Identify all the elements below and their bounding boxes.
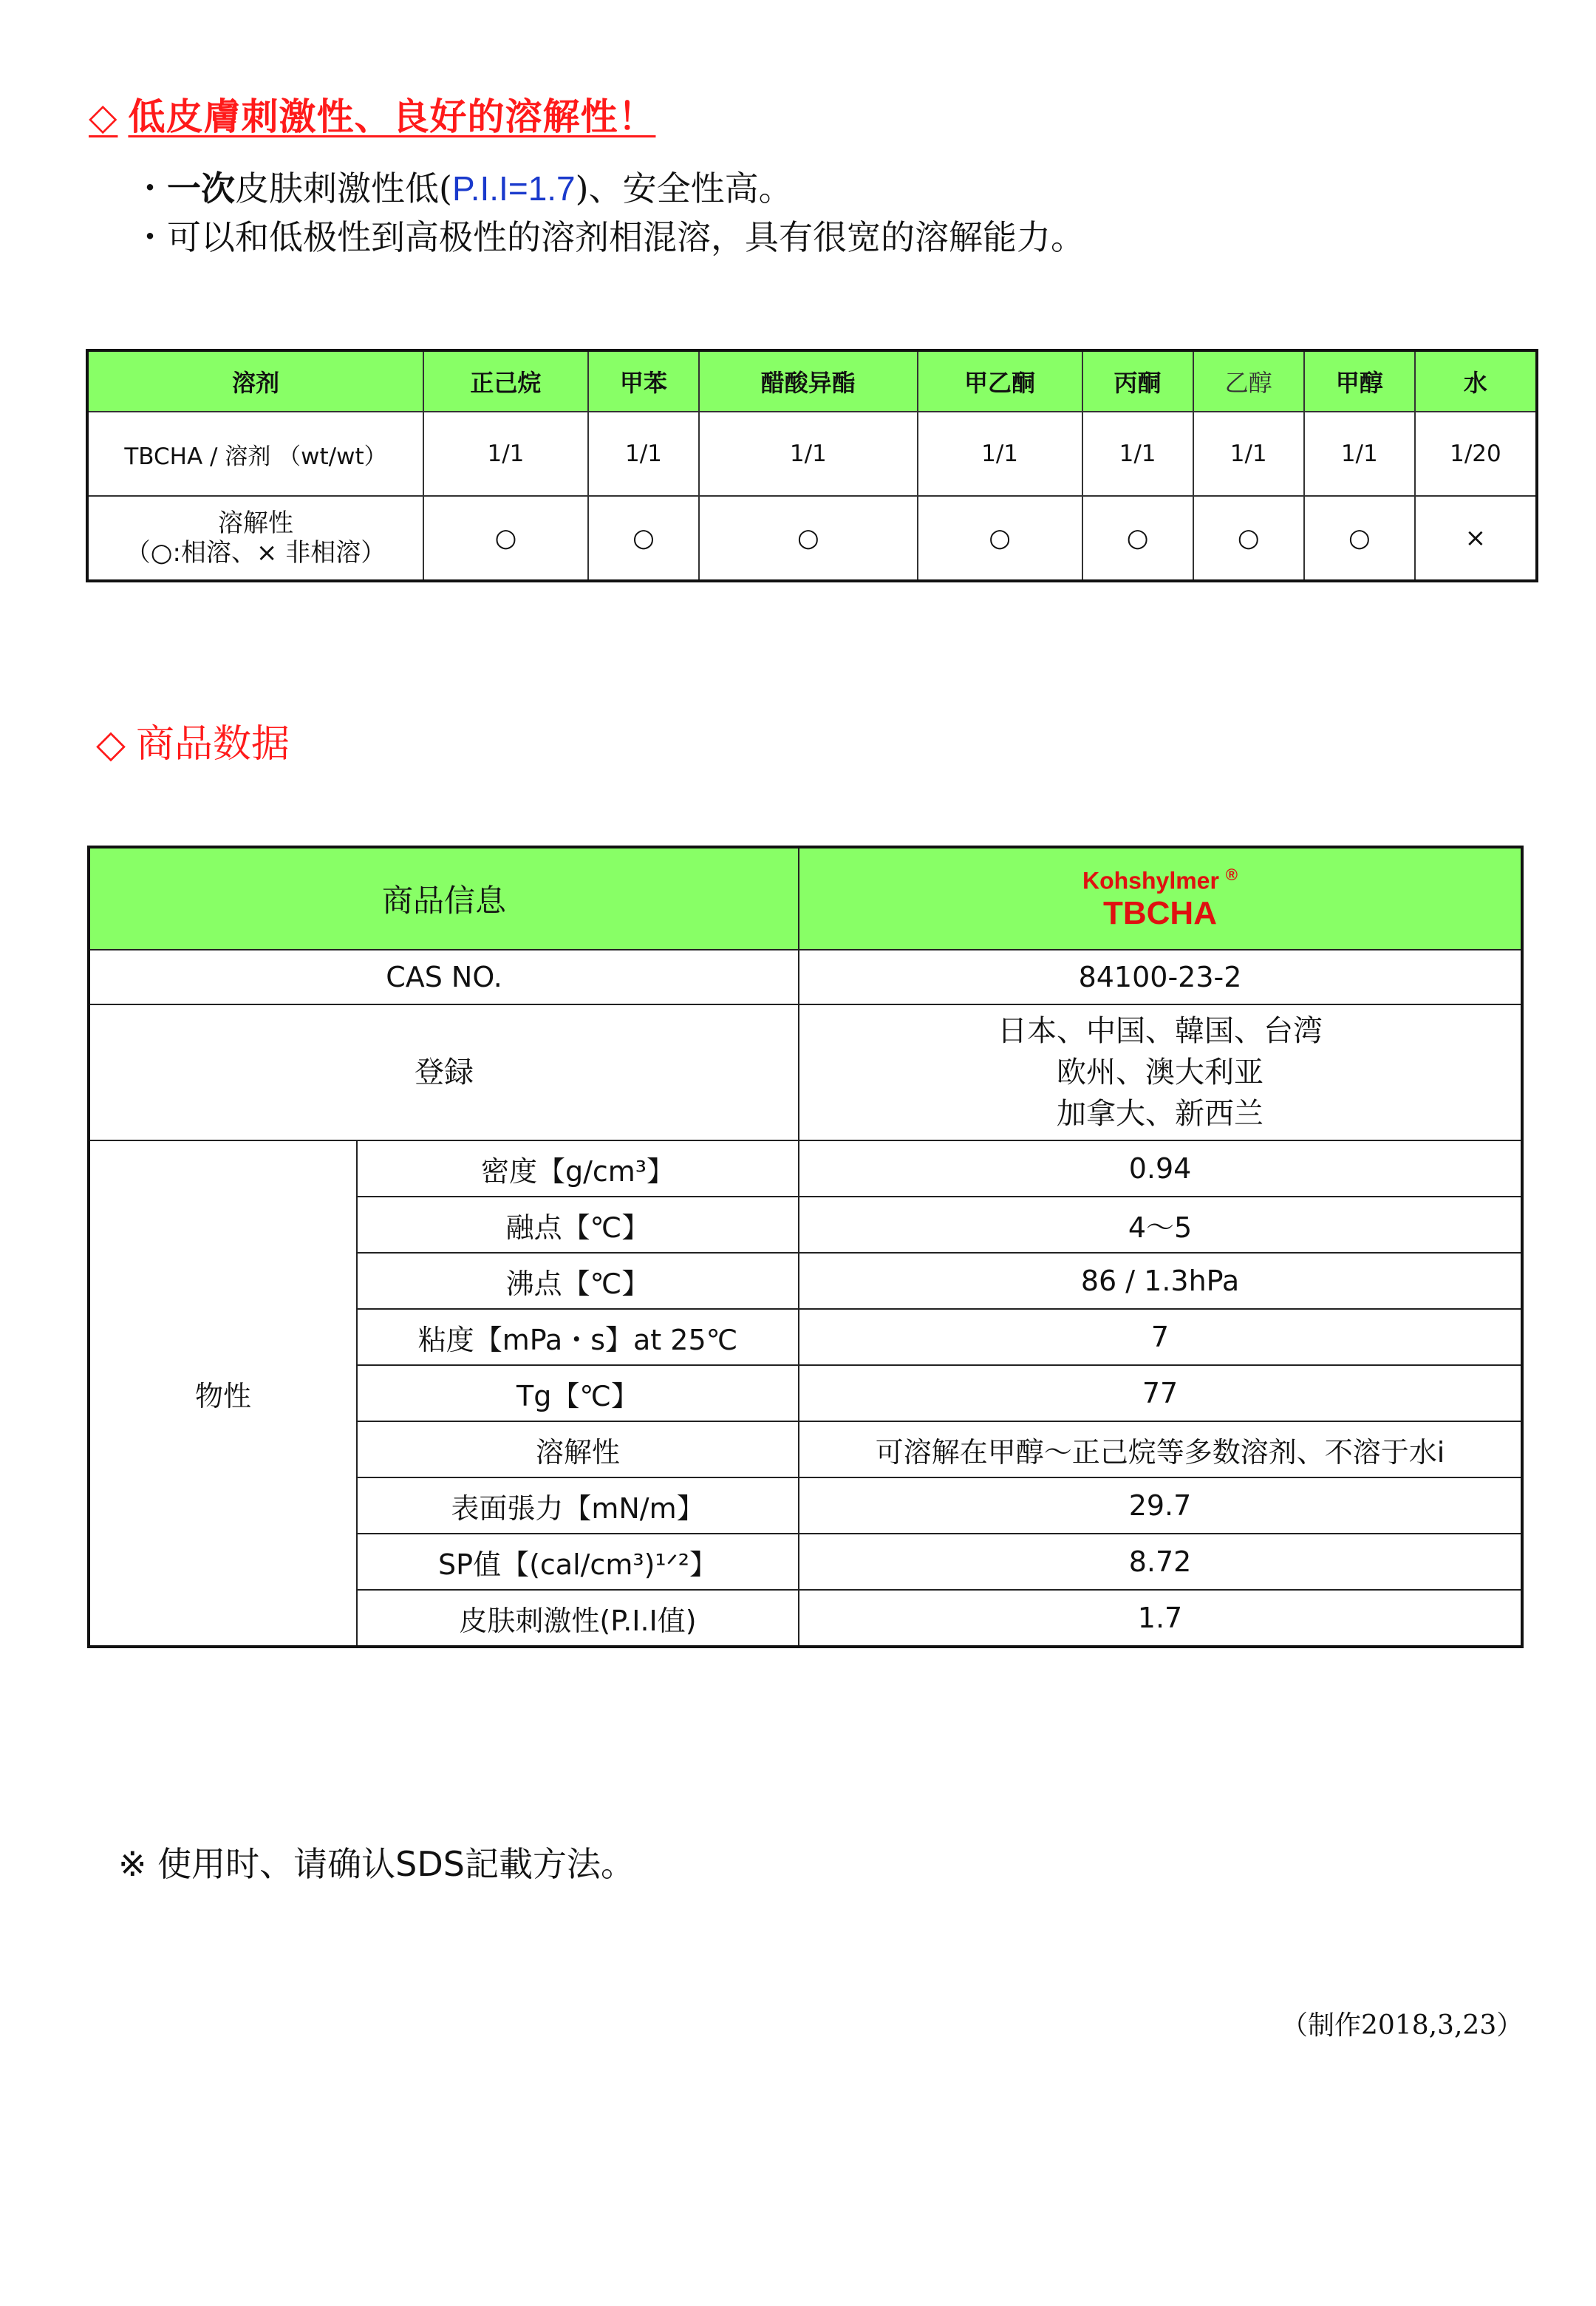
property-value: 可溶解在甲醇～正己烷等多数溶剂、不溶于水i [799,1421,1522,1477]
solubility-mark: ○ [918,496,1082,581]
property-name: 沸点【℃】 [357,1253,799,1309]
ratio-cell: 1/1 [1082,412,1193,496]
feature-bullets [133,164,1085,262]
solubility-mark: ○ [699,496,918,581]
product-table [87,846,1524,1648]
solubility-mark: ○ [1193,496,1304,581]
bullet-solubility: ・可以和低极性到高极性的溶剂相混溶，具有很宽的溶解能力。 [133,217,1085,257]
property-value: 7 [799,1309,1522,1365]
solvent-name: 甲乙酮 [918,350,1082,412]
property-name: 溶解性 [357,1421,799,1477]
registration-row [89,1004,1522,1140]
registration-line: 欧州、澳大利亚 [1057,1055,1264,1089]
bullet-text: 皮肤刺激性低( [235,169,452,208]
bullet-irritation [133,164,1085,213]
property-name: Tg【℃】 [357,1365,799,1421]
solvent-header-label: 溶剂 [87,350,423,412]
solvent-name: 丙酮 [1082,350,1193,412]
property-name: 粘度【mPa・s】at 25℃ [357,1309,799,1365]
property-name: SP值【(cal/cm³)¹ᐟ²】 [357,1534,799,1590]
registration-line: 日本、中国、韓国、台湾 [998,1014,1323,1048]
property-value: 86 / 1.3hPa [799,1253,1522,1309]
section2-heading-text: 商品数据 [136,722,290,766]
bullet-marker: ・ [133,169,167,208]
property-name: 融点【℃】 [357,1197,799,1253]
cas-row [89,950,1522,1004]
ratio-label: TBCHA / 溶剂 （wt/wt） [87,412,423,496]
property-row [89,1140,1522,1197]
solubility-mark: ○ [1082,496,1193,581]
property-name: 密度【g/cm³】 [357,1140,799,1197]
section1-heading [89,87,655,140]
solvent-name: 水 [1415,350,1537,412]
registration-line: 加拿大、新西兰 [1057,1097,1264,1131]
ratio-cell: 1/1 [588,412,699,496]
product-header-label: 商品信息 [89,847,799,950]
product-code: TBCHA [1103,894,1217,931]
ratio-cell: 1/20 [1415,412,1537,496]
ratio-cell: 1/1 [423,412,588,496]
section2-heading [96,712,290,768]
diamond-icon: ◇ [96,722,126,766]
brand-name [799,865,1521,895]
diamond-icon: ◇ [89,95,118,138]
solubility-mark: × [1415,496,1537,581]
solubility-mark: ○ [1304,496,1415,581]
section1-heading-text: 低皮膚刺激性、良好的溶解性！ [128,95,656,138]
properties-label: 物性 [89,1140,357,1647]
ratio-cell: 1/1 [1304,412,1415,496]
ratio-cell: 1/1 [918,412,1082,496]
property-value: 29.7 [799,1477,1522,1534]
solubility-mark: ○ [588,496,699,581]
property-value: 0.94 [799,1140,1522,1197]
property-value: 1.7 [799,1590,1522,1647]
creation-date: （制作2018,3,23） [1281,2010,1524,2041]
ratio-row [87,412,1537,496]
solvent-name: 醋酸异酯 [699,350,918,412]
registration-value [799,1004,1522,1140]
registered-mark: ® [1225,865,1238,885]
solvent-name: 甲苯 [588,350,699,412]
solvent-name: 乙醇 [1193,350,1304,412]
solubility-mark: ○ [423,496,588,581]
property-value: 8.72 [799,1534,1522,1590]
property-name: 表面張力【mN/m】 [357,1477,799,1534]
pii-value: P.I.I=1.7 [451,169,576,208]
solubility-label: 溶解性 [218,509,293,538]
bullet-end: )、安全性高。 [575,169,793,208]
solubility-row [87,496,1537,581]
brand-text: Kohshylmer [1082,867,1219,894]
ratio-cell: 1/1 [699,412,918,496]
registration-label: 登録 [89,1004,799,1140]
solubility-legend: （○:相溶、× 非相溶） [125,538,386,568]
solvent-table [86,349,1538,582]
solubility-label-cell [87,496,423,581]
solvent-name: 甲醇 [1304,350,1415,412]
property-value: 77 [799,1365,1522,1421]
solvent-header-row [87,350,1537,412]
property-name: 皮肤刺激性(P.I.I值) [357,1590,799,1647]
product-header-row [89,847,1522,950]
property-value: 4～5 [799,1197,1522,1253]
product-name-cell [799,847,1522,950]
sds-note: ※ 使用时、请确认SDS記載方法。 [118,1844,635,1884]
cas-value: 84100-23-2 [799,950,1522,1004]
bullet-bold: 一次 [167,169,235,208]
solvent-name: 正己烷 [423,350,588,412]
ratio-cell: 1/1 [1193,412,1304,496]
cas-label: CAS NO. [89,950,799,1004]
